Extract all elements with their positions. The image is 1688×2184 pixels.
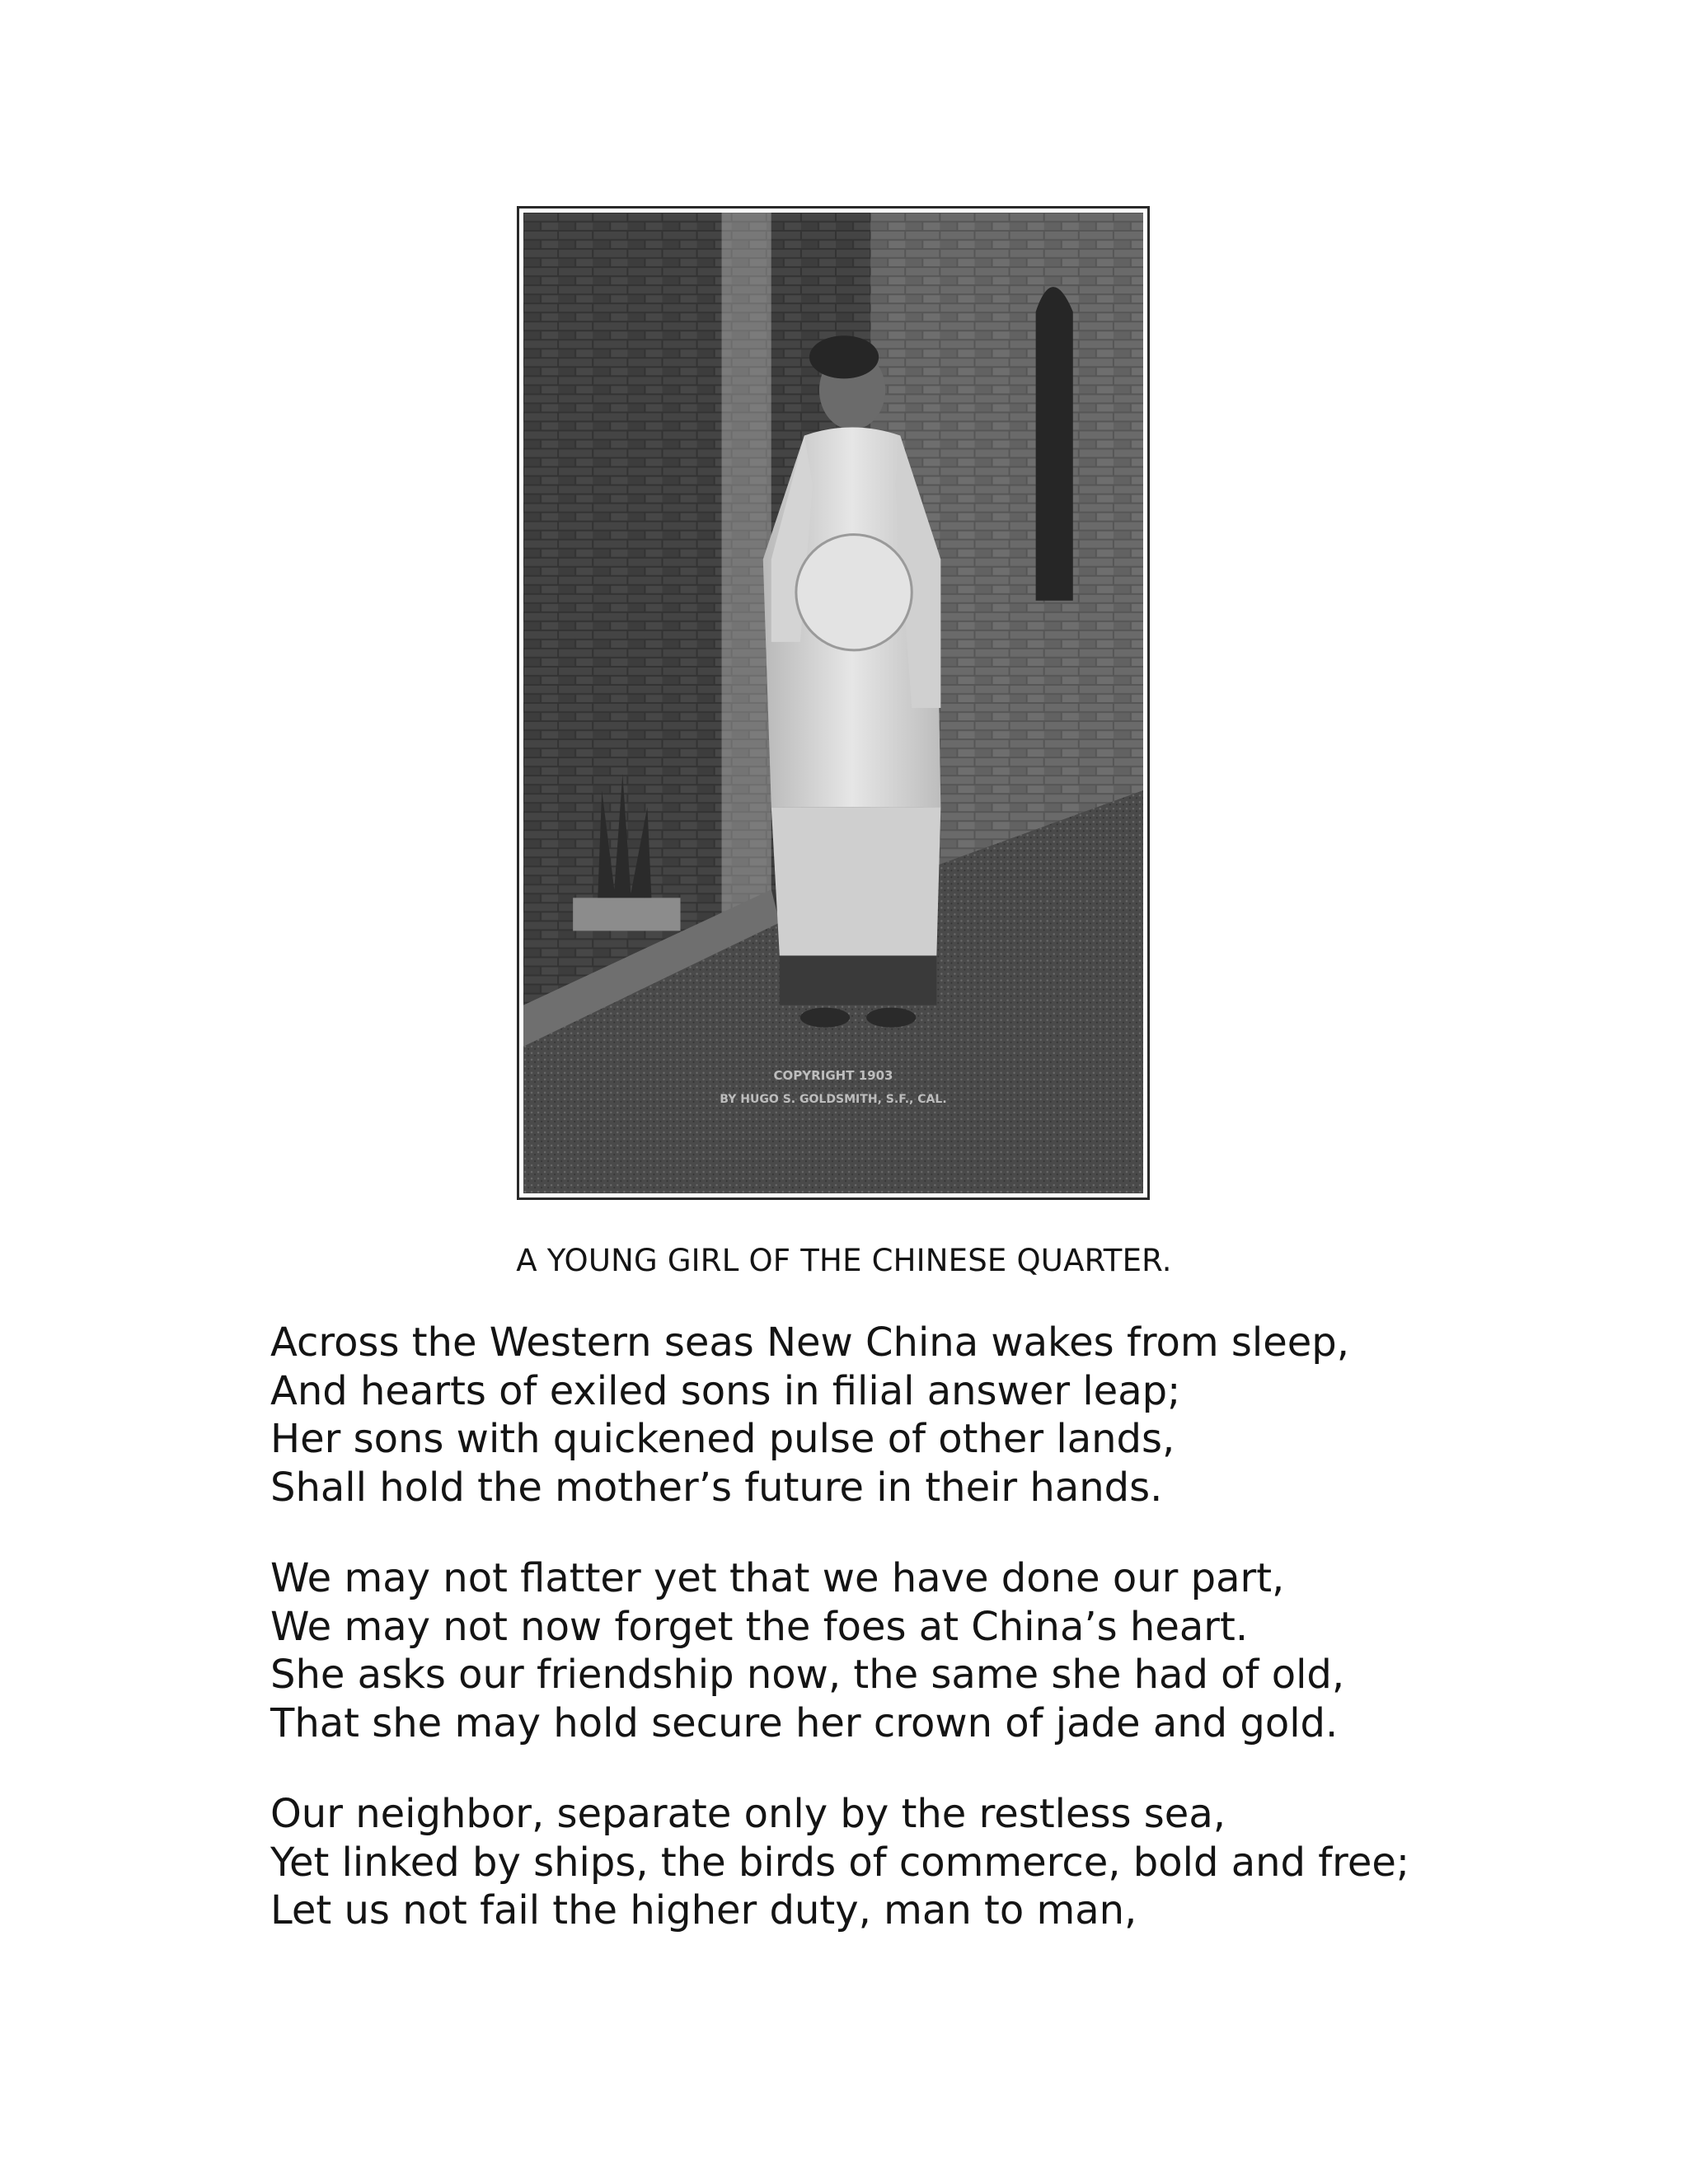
poem-line: We may not now forget the foes at China’s heart. <box>270 1603 1249 1650</box>
stanza-2 <box>270 1554 1409 1747</box>
figure-caption: A YOUNG GIRL OF THE CHINESE QUARTER. <box>516 1243 1172 1278</box>
poem-line: That she may hold secure her crown of jade and gold. <box>270 1699 1339 1746</box>
watermark-line-2: BY HUGO S. GOLDSMITH, S.F., CAL. <box>720 1092 947 1106</box>
poem-line: And hearts of exiled sons in filial answer leap; <box>270 1367 1181 1414</box>
stanza-1 <box>270 1319 1409 1511</box>
poem-line: We may not flatter yet that we have done our part, <box>270 1555 1285 1601</box>
poem <box>270 1319 1409 1935</box>
photo-image <box>523 213 1143 1193</box>
poem-line: Our neighbor, separate only by the restless sea, <box>270 1791 1226 1837</box>
watermark-line-1: COPYRIGHT 1903 <box>773 1067 893 1083</box>
poem-line: Across the Western seas New China wakes from sleep, <box>270 1319 1350 1366</box>
poem-line: Let us not fail the higher duty, man to man, <box>270 1887 1137 1933</box>
stanza-3 <box>270 1790 1409 1935</box>
photograph <box>517 206 1150 1200</box>
poem-line: Her sons with quickened pulse of other lands, <box>270 1416 1175 1462</box>
poem-line: Shall hold the mother’s future in their hands. <box>270 1464 1163 1511</box>
poem-line: Yet linked by ships, the birds of commerce, bold and free; <box>270 1839 1410 1886</box>
poem-line: She asks our friendship now, the same she had of old, <box>270 1652 1345 1698</box>
